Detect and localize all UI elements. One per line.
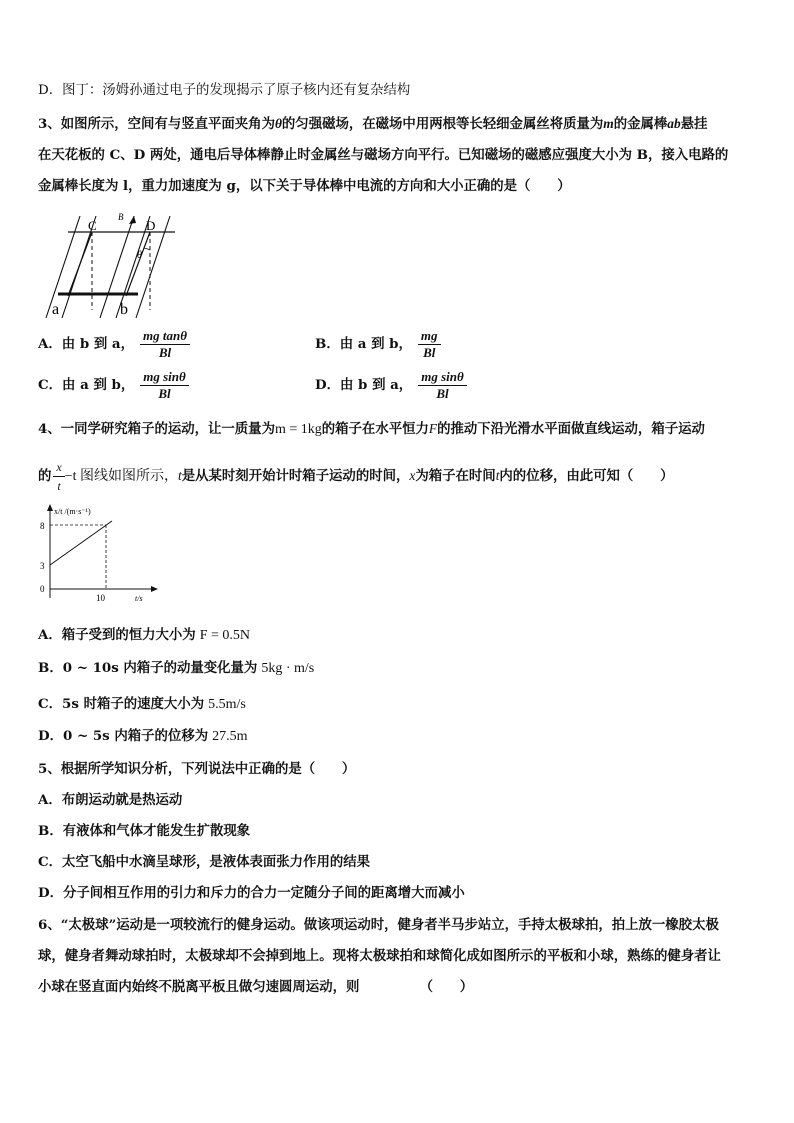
frac-den: Bl [423, 345, 436, 360]
label-d: D [146, 218, 156, 233]
frac-num: mg sinθ [140, 369, 189, 386]
q5-option-b: B．有液体和气体才能发生扩散现象 [38, 823, 251, 839]
frac-den: Bl [158, 345, 172, 360]
frac-den: t [57, 479, 61, 493]
y-arrow [47, 504, 53, 511]
q4-option-b [38, 659, 314, 678]
q5-option-c: C．太空飞船中水滴呈球形，是液体表面张力作用的结果 [38, 854, 371, 870]
q4-mass: m = 1kg [274, 422, 322, 437]
q3-option-c [38, 369, 189, 402]
q2-option-d: D．图丁：汤姆孙通过电子的发现揭示了原子核内还有复杂结构 [38, 83, 411, 98]
q4-x: x [409, 468, 416, 483]
frac-den: Bl [436, 386, 449, 401]
q3-text: 的匀强磁场，在磁场中用两根等长轻细金属丝将质量为 [281, 116, 604, 132]
option-value: 5.5m/s [208, 697, 246, 712]
q4-stem-line2 [38, 458, 674, 495]
q3-theta: θ [274, 116, 282, 131]
q3-text: 的金属棒 [613, 116, 668, 132]
q4-graph [30, 500, 160, 608]
option-label: B．0 ~ 10s 内箱子的动量变化量为 [38, 660, 258, 676]
option-label: D．0 ~ 5s 内箱子的位移为 [38, 728, 209, 744]
option-label: C．由 a 到 b， [38, 377, 135, 393]
option-value: F = 0.5N [199, 628, 250, 643]
q3-option-d [315, 369, 467, 402]
frac-num: mg [418, 328, 441, 345]
q5-option-a: A．布朗运动就是热运动 [38, 792, 183, 808]
y-tick-0: 0 [40, 584, 45, 594]
q6-stem-line1: 6、“太极球”运动是一项较流行的健身运动。做该项运动时，健身者半马步站立，手持太极球拍，拍上放一橡胶太极 [38, 917, 719, 933]
q4-option-d [38, 727, 248, 746]
q6-stem-line2: 球，健身者舞动球拍时，太极球却不会掉到地上。现将太极球拍和球简化成如图所示的平板和小球，熟练的健身者让 [38, 948, 721, 964]
label-b: b [120, 301, 128, 318]
q4-text: 内的位移，由此可知（ ） [499, 468, 674, 484]
q4-text: −t 图线如图所示， [64, 469, 179, 484]
option-label: D．由 b 到 a， [315, 377, 413, 393]
q4-t: t [178, 468, 182, 483]
option-label: B．由 a 到 b， [315, 336, 412, 352]
x-axis-label: t/s [135, 594, 143, 603]
q3-option-b [315, 328, 441, 361]
q4-stem-line1 [38, 420, 705, 439]
q3-text: 3、如图所示，空间有与竖直平面夹角为 [38, 116, 275, 132]
option-label: C．5s 时箱子的速度大小为 [38, 696, 205, 712]
y-tick-8: 8 [40, 521, 45, 531]
q3-text: 悬挂 [680, 116, 708, 132]
label-b-field: B [118, 212, 124, 222]
series-line [50, 521, 112, 565]
q3-stem-line3: 金属棒长度为 l，重力加速度为 g，以下关于导体棒中电流的方向和大小正确的是（ ） [38, 178, 571, 194]
option-label: A．箱子受到的恒力大小为 [38, 627, 196, 643]
q4-text: 为箱子在时间 [415, 468, 496, 484]
q6-stem-line3: 小球在竖直面内始终不脱离平板且做匀速圆周运动，则 （ ） [38, 979, 474, 995]
q3-figure [40, 210, 190, 320]
q4-t2: t [495, 468, 500, 483]
q4-text: 4、一同学研究箱子的运动，让一质量为 [38, 421, 275, 437]
q4-text: 的推动下沿光滑水平面做直线运动，箱子运动 [437, 421, 705, 437]
option-label: A．由 b 到 a， [38, 336, 134, 352]
q4-text: 的箱子在水平恒力 [321, 421, 429, 437]
q4-option-a [38, 626, 250, 645]
y-tick-3: 3 [40, 561, 45, 571]
q3-stem-line2: 在天花板的 C、D 两处，通电后导体棒静止时金属丝与磁场方向平行。已知磁场的磁感应强度大小为 B，接入电路的 [38, 147, 729, 163]
q3-m: m [603, 116, 614, 131]
label-theta: θ [137, 250, 142, 261]
frac-den: Bl [158, 386, 171, 401]
q3-ab: ab [667, 116, 681, 131]
q5-stem: 5、根据所学知识分析，下列说法中正确的是（ ） [38, 761, 356, 777]
q3-option-a [38, 328, 190, 361]
label-a: a [52, 301, 60, 318]
option-value: 27.5m [212, 729, 248, 744]
frac-num: mg tanθ [140, 328, 190, 345]
option-value: 5kg · m/s [261, 661, 315, 676]
q5-option-d: D．分子间相互作用的引力和斥力的合力一定随分子间的距离增大而减小 [38, 885, 465, 901]
label-c: C [88, 218, 97, 233]
x-tick-10: 10 [96, 593, 105, 603]
q3-stem-line1 [38, 115, 707, 133]
frac-num: x [53, 458, 64, 477]
y-axis-label: x/t /(m·s⁻¹) [54, 507, 91, 516]
q4-text: 的 [38, 468, 52, 484]
frac-num: mg sinθ [418, 369, 467, 386]
q4-F: F [428, 421, 438, 436]
q4-text: 是从某时刻开始计时箱子运动的时间， [181, 468, 410, 484]
x-arrow [151, 586, 158, 592]
q4-option-c [38, 695, 246, 714]
